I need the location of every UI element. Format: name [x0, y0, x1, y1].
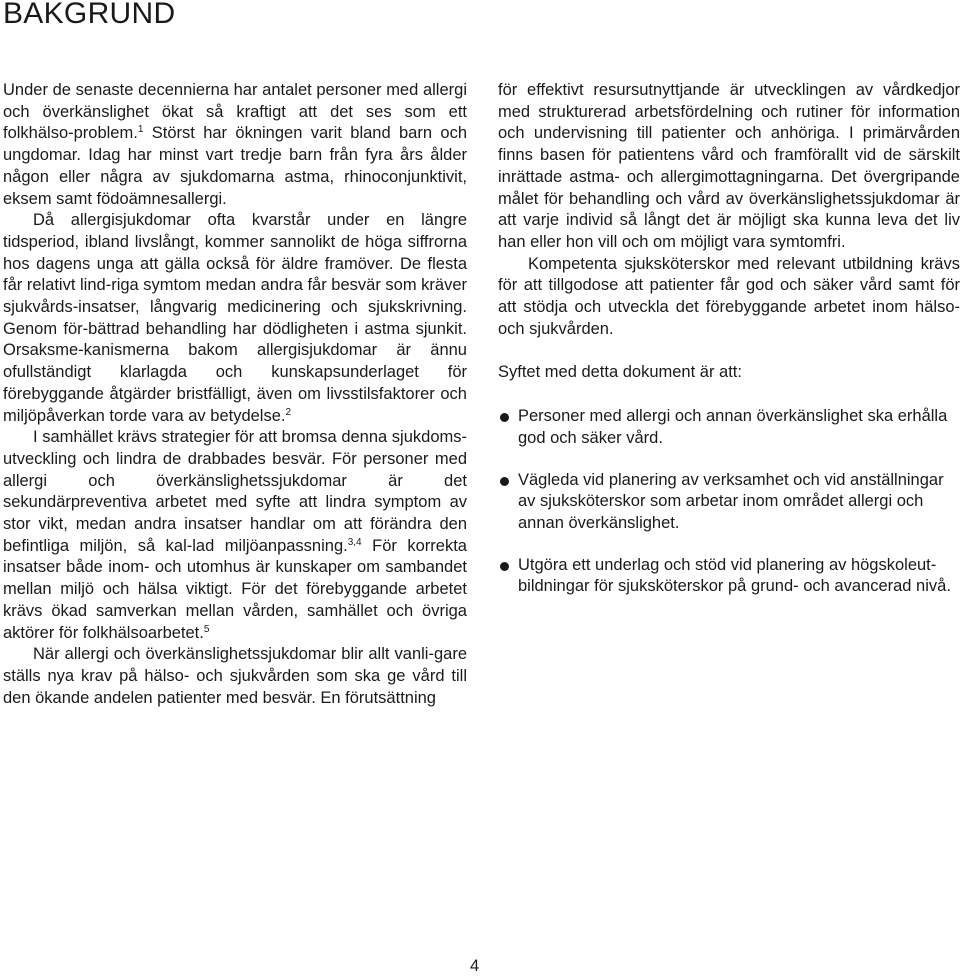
list-item — [498, 406, 960, 449]
paragraph — [3, 80, 467, 210]
paragraph — [3, 427, 467, 644]
bullet-icon — [500, 413, 509, 422]
list-item-text: Personer med allergi och annan överkänslighet ska erhålla god och säker vård. — [518, 407, 948, 447]
bullet-icon — [500, 562, 509, 571]
footnote-ref: 1 — [137, 124, 144, 136]
list-item-text: Vägleda vid planering av verksamhet och vid anställningar av sjuksköterskor som arbetar inom området allergi och annan överkänslighet. — [518, 470, 944, 532]
paragraph-text: För korrekta insatser både inom- och utomhus är kunskaper om sambandet mellan miljö och hälsa viktigt. För det förebyggande arbetet krävs ökad samverkan mellan vården, samhället och övriga aktörer för folkhälsoarbetet. — [3, 536, 467, 642]
footnote-ref: 3,4 — [347, 536, 362, 548]
footnote-ref: 5 — [203, 623, 210, 635]
paragraph-text: Störst har ökningen varit bland barn och ungdomar. Idag har minst vart tredje barn från fyra års ålder någon eller några av sjukdomarna astma, rhinoconjunktivit, eksem samt födoämnesallergi. — [3, 124, 467, 208]
paragraph-text: När allergi och överkänslighetssjukdomar blir allt vanli-gare ställs nya krav på hälso- och sjukvården som ska ge vård till den ökande andelen patienter med besvär. En förutsättning — [3, 645, 467, 707]
footnote-ref: 2 — [285, 406, 292, 418]
right-column — [498, 80, 960, 598]
paragraph: för effektivt resursutnyttjande är utvecklingen av vårdkedjor med strukturerad arbetsfördelning och rutiner för information och undervisning till patienter och anhöriga. I primärvården finns basen för patientens vård och framförallt vid de särskilt inrättade astma- och allergimottagningarna. Det övergripande målet för behandling och vård av överkänslighetssjukdomar är att varje individ så långt det är möjligt ska kunna leva det liv han eller hon vill och om möjligt vara symtomfri. — [498, 81, 960, 251]
paragraph — [3, 644, 467, 709]
paragraph-text: I samhället krävs strategier för att bromsa denna sjukdoms-utveckling och lindra de drabbades besvär. För personer med allergi och överkänslighetssjukdomar är det sekundärpreventiva arbetet med syfte att lindra symptom av stor vikt, medan andra insatser handlar om att förändra den befintliga miljön, så kal-lad miljöanpassning. — [3, 428, 467, 555]
list-item — [498, 470, 960, 535]
paragraph: Kompetenta sjuksköterskor med relevant utbildning krävs för att tillgodose att patienter får god och säker vård samt för att stödja och utveckla det förebyggande arbetet inom hälso- och sjukvården. — [498, 254, 960, 338]
list-item-text: Utgöra ett underlag och stöd vid planering av högskoleut-bildningar för sjuksköterskor på grund- och avancerad nivå. — [518, 555, 951, 596]
list-item — [498, 555, 960, 598]
page-heading: BAKGRUND — [3, 0, 176, 30]
left-column — [3, 80, 467, 709]
paragraph-text: Då allergisjukdomar ofta kvarstår under en längre tidsperiod, ibland livslångt, kommer sannolikt de höga siffrorna hos dagens unga att gälla också för äldre framöver. De flesta får relativt lind-riga symtom medan andra får besvär som kräver sjukvårds-insatser, långvarig medicinering och sjukskrivning. Genom för-bättrad behandling har dödligheten i astma sjunkit. Orsaksme-kanismerna bakom allergisjukdomar är ännu ofullständigt klarlagda och kunskapsunderlaget för förebyggande åtgärder bristfälligt, även om livsstilsfaktorer och miljöpåverkan torde vara av betydelse. — [3, 211, 467, 425]
purpose-list — [498, 406, 960, 598]
page-number: 4 — [470, 957, 480, 975]
paragraph — [3, 210, 467, 427]
purpose-intro: Syftet med detta dokument är att: — [498, 363, 742, 382]
paragraph-text: Under de senaste decennierna har antalet personer med allergi och överkänslighet ökat så kraftigt att det ses som ett folkhälso-problem. — [3, 81, 467, 143]
bullet-icon — [500, 477, 509, 486]
